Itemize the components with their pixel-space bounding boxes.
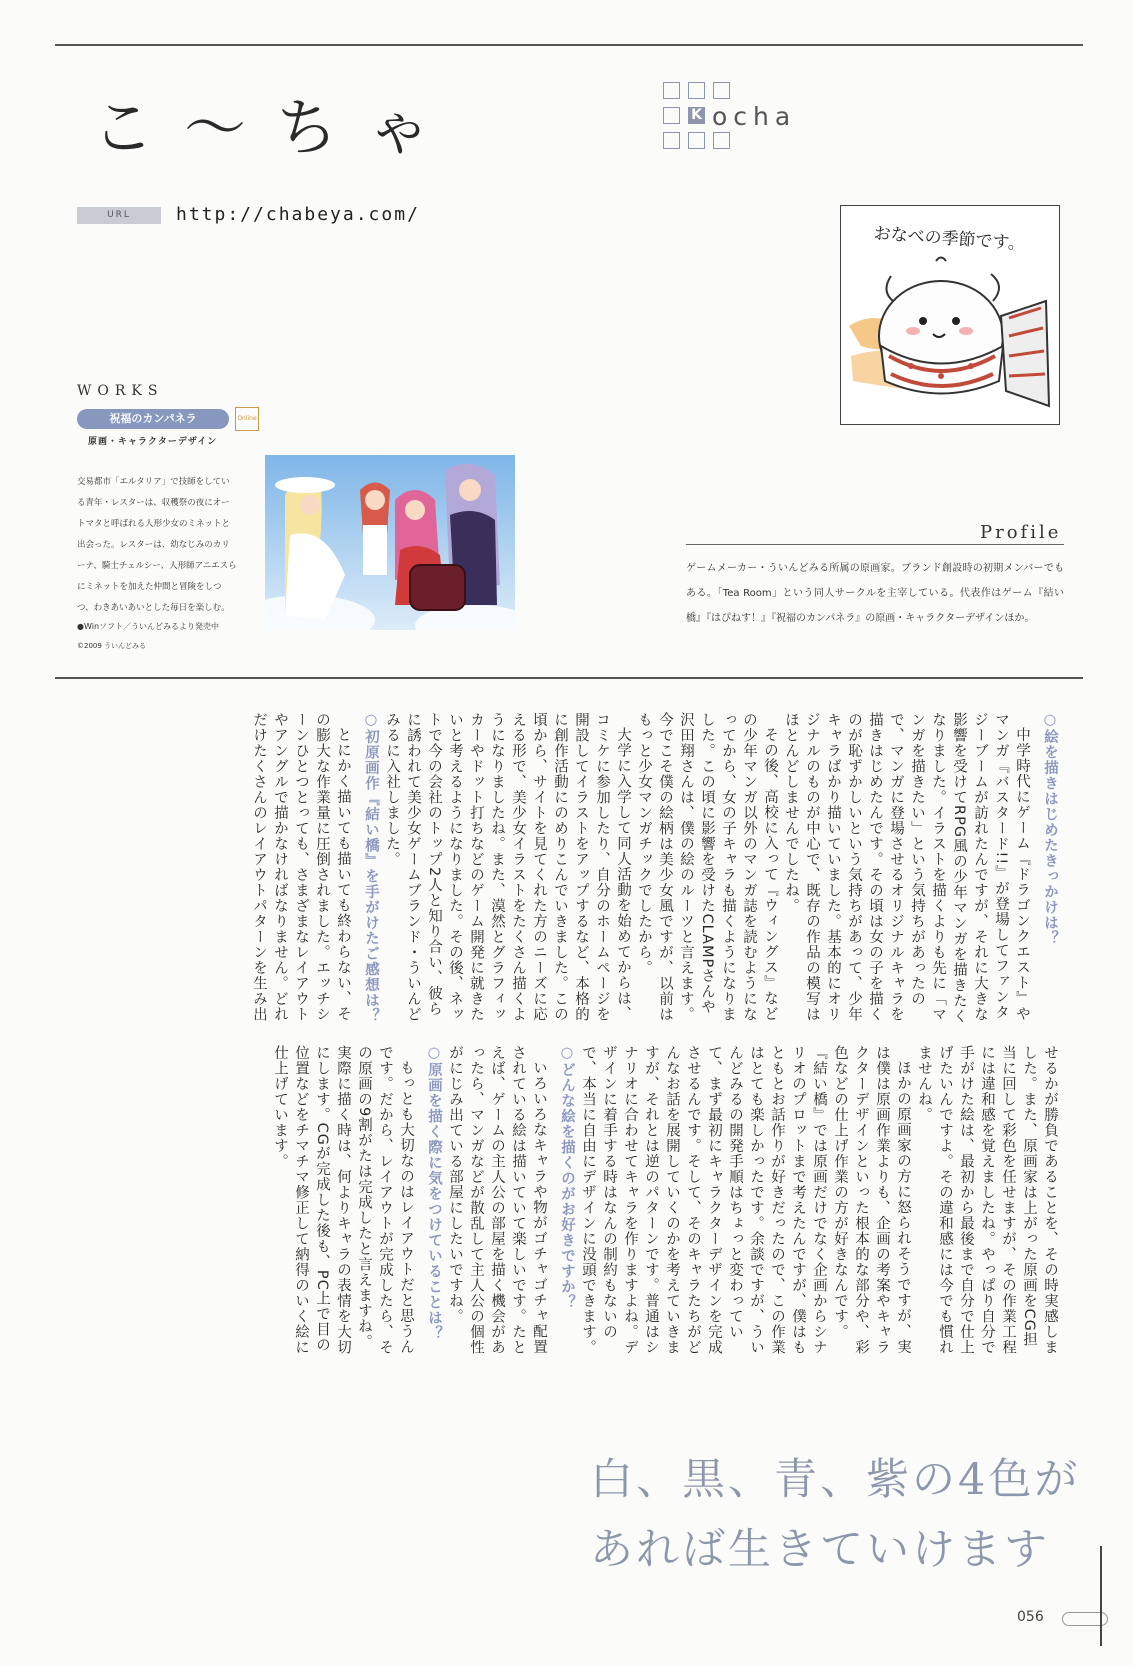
interview-paragraph: 大学に入学して同人活動を始めてからは、コミケに参加したり、自分のホームページを開設してイラストをアップするなど、本格的に創作活動にのめりこんでいきました。この頃から、サイトを見てくれた方のニーズに応える形で、美少女イラストをたくさん描くようになりましたね。また、漠然とグラフィッカーやドット打ちなどのゲーム開発に就きたいと考えるようになりました。その後、ネットで今の会社のトップ2人と知り合い、彼らに誘われて美少女ゲームブランド・ういんどみるに入社しました。	[384, 712, 631, 1022]
grid-square	[663, 107, 680, 124]
profile-divider	[686, 544, 1064, 545]
grid-square	[713, 82, 730, 99]
profile-heading: Profile	[980, 522, 1062, 543]
grid-square	[688, 82, 705, 99]
grid-square	[713, 132, 730, 149]
work-title-badge: 祝福のカンパネラ	[77, 409, 229, 429]
pull-quote-line: 白、黒、青、紫の4色が	[590, 1455, 1081, 1505]
interview-paragraph: ほかの原画家の方に怒られそうですが、実は僕は原画作業よりも、企画の考案やキャラクターデザインといった根本的な部分や、彩色などの仕上げ作業の方が好きなんです。『結い橋』では原画だけでなく企画からシナリオのプロットまで考えたんですが、僕はもともとお話作りが好きだったので、この作業はとても楽しかったです。余談ですが、ういんどみるの開発手順はちょっと変わっていて、まず最初にキャラクターデザインを完成させるんです。そして、そのキャラたちがどんなお話を展開していくのかを考えていきますが、それとは逆のパターンです。普通はシナリオに合わせてキャラを作りますよね。デザインに着手する時はなんの制約もないので、本当に自由にデザインに没頭できます。	[580, 1045, 911, 1355]
work-synopsis: 交易都市「エルタリア」で技師をしている青年・レスターは、収穫祭の夜にオートマタと呼ばれる人形少女のミネットと出会った。レスターは、幼なじみのカリーナ、騎士チェルシー、人形師アニエスらにミネットを加えた仲間と冒険をしつつ、わきあいあいとした毎日を楽しむ。	[77, 477, 237, 613]
artist-url-link[interactable]: http://chabeya.com/	[176, 204, 420, 225]
grid-square-initial: K	[688, 107, 705, 124]
interview-paragraph: その後、高校に入って『ウィングス』などの少年マンガ以外のマンガ誌を読むようになってから、女の子キャラも描くようになりました。この頃に影響を受けたCLAMPさんや沢田翔さんは、僕の絵のルーツと言えます。今でこそ僕の絵柄は美少女風ですが、以前はもっと少女マンガチックでしたから。	[636, 712, 778, 1022]
pot-sketch-illustration	[840, 205, 1060, 425]
work-role: 原画・キャラクターデザイン	[88, 437, 218, 447]
pot-icon	[841, 206, 1058, 423]
interview-question: ○ 絵を描きはじめたきっかけは？	[1039, 712, 1060, 1027]
mid-rule	[55, 677, 1083, 679]
interview-body	[70, 712, 1060, 1360]
work-copyright: ©2009 ういんどみる	[77, 642, 147, 650]
profile-text: ゲームメーカー・ういんどみる所属の原画家。ブランド創設時の初期メンバーでもある。「Tea Room」という同人サークルを主宰している。代表作はゲーム『結い橋』『はぴねす！』『祝福のカンパネラ』の原画・キャラクターデザインほか。	[686, 563, 1064, 624]
artist-roman-name: ocha	[712, 102, 797, 131]
works-heading: WORKS	[77, 383, 164, 399]
grid-square	[688, 132, 705, 149]
interview-question: ○ 初原画作『結い橋』を手がけたご感想は？	[360, 712, 381, 1027]
pull-quote	[590, 1445, 1080, 1585]
interview-paragraph: もっとも大切なのはレイアウトだと思うんです。だから、レイアウトが完成したら、その原画の9割がたは完成したと言えますね。実際に描く時は、何よりキャラの表情を大切にします。CGが完成した後も、PC上で目の位置などをチマチマ修正して納得のいく絵に仕上げています。	[272, 1045, 414, 1355]
pull-quote-line: あれば生きていけます	[590, 1525, 1050, 1575]
grid-square	[663, 82, 680, 99]
grid-square	[663, 132, 680, 149]
interview-paragraph: 中学時代にゲーム『ドラゴンクエスト』やマンガ『バスタード!!』が登場してファンタジーブームが訪れたんですが、それに大きな影響を受けてRPG風の少年マンガを描きたくなりました。イラストを描くよりも先に「マンガを描きたい」という気持ちがあったので、マンガに登場させるオリジナルキャラを描きはじめたんです。その頃は女の子を描くのが恥ずかしいという気持ちがあって、少年キャラばかり描いていました。基本的にオリジナルのものが中心で、既存の作品の模写はほとんどしませんでしたね。	[783, 712, 1030, 1025]
sketch-caption: おなべの季節です。	[873, 223, 1026, 255]
interview-question: ○ 原画を描く際に気をつけていることは？	[423, 1045, 444, 1360]
work-release: ●Winソフト／ういんどみるより発売中	[77, 622, 220, 631]
online-badge: Online	[235, 407, 259, 431]
artist-name: こ〜ちゃ	[92, 91, 461, 164]
interview-question: ○ どんな絵を描くのがお好きですか？	[556, 1045, 577, 1360]
work-artwork-image	[265, 455, 515, 630]
page-number: 056	[1017, 1609, 1044, 1625]
top-rule	[55, 44, 1083, 46]
interview-paragraph: とにかく描いても描いても終わらない、その膨大な作業量に圧倒されました。エッチシーンひとつとっても、さまざまなレイアウトやアングルで描かなければなりません。どれだけたくさんのレイアウトパターンを生み出せるかが勝負であることを、その時実感しました。また、原画家は上がった原画をCG担当に回して彩色を任せますが、その作業工程には違和感を覚えましたね。やっぱり自分で手がけた絵は、最初から最後まで自分で仕上げたいんですよ。その違和感には今でも慣れませんね。	[251, 712, 1058, 1355]
interview-paragraph: いろいろなキャラや物がゴチャゴチャ配置されている絵は描いていて楽しいです。たとえば、ゲームの主人公の部屋を描く機会があったら、マンガなどが散乱して主人公の個性がにじみ出ている部屋にしたいですね。	[447, 1045, 547, 1355]
page-edge-line	[1100, 1546, 1102, 1646]
url-label: URL	[77, 207, 161, 224]
